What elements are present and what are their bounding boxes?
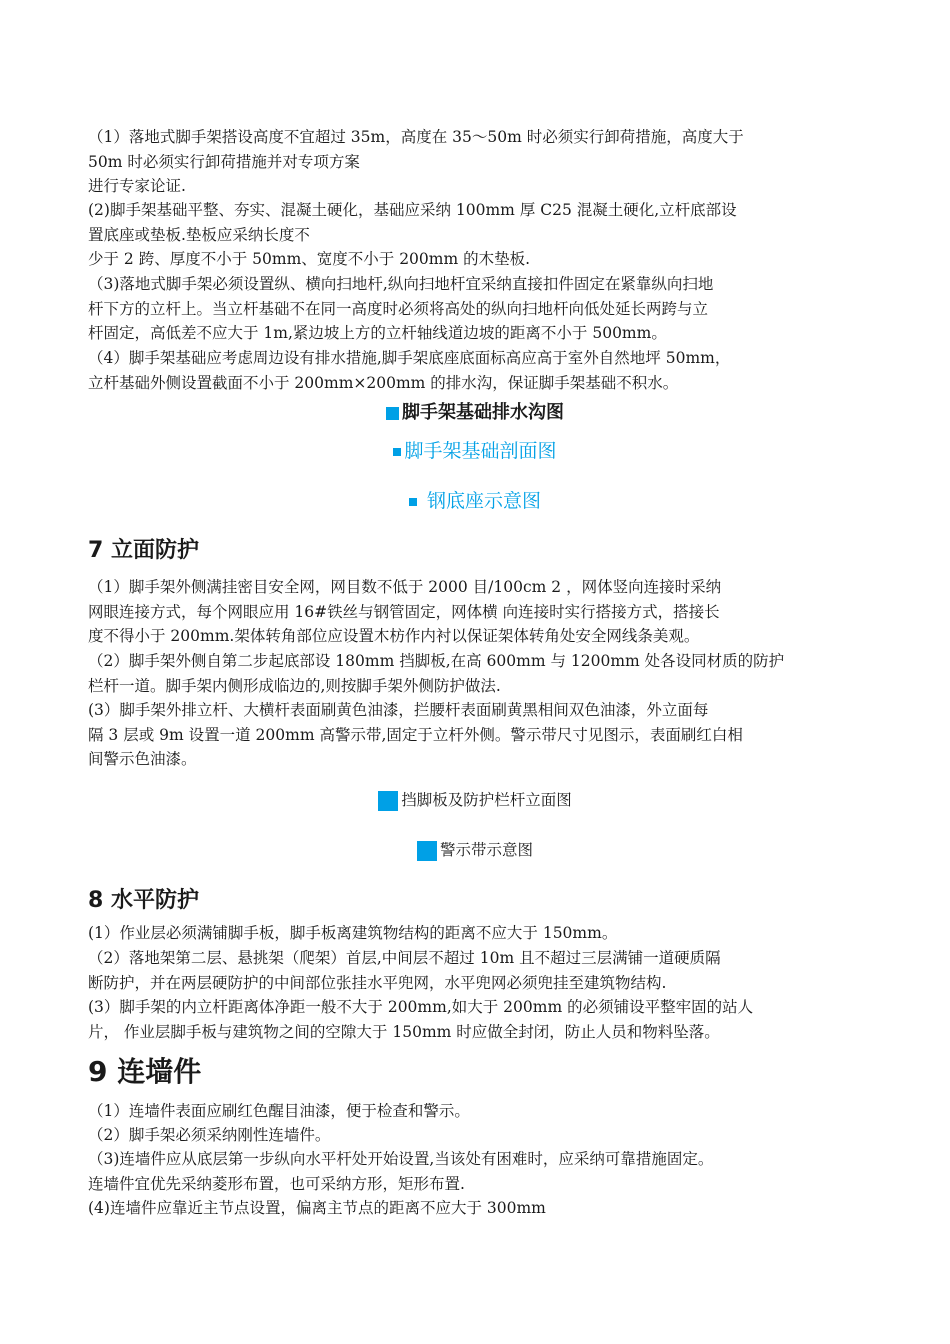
text-line: (4)连墙件应靠近主节点设置，偏离主节点的距离不应大于 300mm — [88, 1199, 546, 1217]
text-line: 栏杆一道。脚手架内侧形成临边的,则按脚手架外侧防护做法. — [88, 676, 501, 695]
text-line: 连墙件宜优先采纳菱形布置，也可采纳方形，矩形布置. — [88, 1174, 465, 1193]
text-line: （3)落地式脚手架必须设置纵、横向扫地杆,纵向扫地杆宜采纳直接扣件固定在紧靠纵向扫地 — [88, 275, 714, 293]
filled-square-icon — [378, 791, 398, 811]
text-line: (3）脚手架外排立杆、大横杆表面刷黄色油漆，拦腰杆表面刷黄黑相间双色油漆，外立面每 — [88, 701, 709, 719]
filled-square-icon — [417, 841, 437, 861]
paragraph-8-3 — [88, 995, 863, 1044]
text-line: (2)脚手架基础平整、夯实、混凝土硬化，基础应采纳 100mm 厚 C25 混凝土硬化,立杆底部设 — [88, 201, 737, 219]
paragraph-8-2 — [88, 946, 863, 995]
text-line: 网眼连接方式，每个网眼应用 16#铁丝与钢管固定，网体横 向连接时实行搭接方式，搭接长 — [88, 602, 720, 621]
section-heading-9: 9 连墙件 — [88, 1055, 202, 1088]
section-heading-8: 8 水平防护 — [88, 888, 199, 913]
paragraph-9-1 — [88, 1099, 863, 1124]
text-line: 间警示色油漆。 — [88, 750, 197, 768]
filled-square-icon — [409, 498, 417, 506]
text-line: 少于 2 跨、厚度不小于 50mm、宽度不小于 200mm 的木垫板. — [88, 250, 531, 268]
text-line: （1）落地式脚手架搭设高度不宜超过 35m，高度在 35～50m 时必须实行卸荷措施，高度大于 — [88, 128, 744, 146]
caption-text: 脚手架基础剖面图 — [404, 440, 557, 462]
paragraph-8-1 — [88, 921, 863, 946]
text-line: （2）落地架第二层、悬挑架（爬架）首层,中间层不超过 10m 且不超过三层满铺一道硬质隔 — [88, 949, 721, 967]
text-line: （1）脚手架外侧满挂密目安全网，网目数不低于 2000 目/100cm 2 ，网体竖向连接时采纳 — [88, 578, 722, 596]
paragraph-9-3 — [88, 1147, 863, 1196]
paragraph-9-2 — [88, 1123, 863, 1148]
paragraph-7-1 — [88, 575, 863, 649]
caption-text: 脚手架基础排水沟图 — [402, 402, 564, 423]
text-line: 断防护，并在两层硬防护的中间部位张挂水平兜网，水平兜网必须兜挂至建筑物结构. — [88, 973, 667, 992]
text-line: （3)连墙件应从底层第一步纵向水平杆处开始设置,当该处有困难时，应采纳可靠措施固定。 — [88, 1150, 714, 1168]
caption-warning-band — [0, 838, 950, 861]
text-line: 杆下方的立杆上。当立杆基础不在同一高度时必须将高处的纵向扫地杆向低处延长两跨与立 — [88, 299, 709, 318]
text-line: 置底座或垫板.垫板应采纳长度不 — [88, 225, 310, 244]
caption-text: 钢底座示意图 — [426, 490, 541, 512]
text-line: （2）脚手架必须采纳刚性连墙件。 — [88, 1126, 331, 1144]
text-line: 立杆基础外侧设置截面不小于 200mm×200mm 的排水沟，保证脚手架基础不积水。 — [88, 373, 679, 392]
text-line: 片， 作业层脚手板与建筑物之间的空隙大于 150mm 时应做全封闭，防止人员和物料坠落。 — [88, 1022, 720, 1041]
paragraph-6-1 — [88, 125, 863, 199]
paragraph-7-2 — [88, 649, 863, 698]
text-line: 度不得小于 200mm.架体转角部位应设置木枋作内衬以保证架体转角处安全网线条美观。 — [88, 627, 700, 645]
filled-square-icon — [386, 407, 399, 420]
caption-text: 挡脚板及防护栏杆立面图 — [401, 791, 572, 809]
caption-steel-base — [0, 486, 950, 513]
paragraph-6-4 — [88, 346, 863, 395]
text-line: (1）作业层必须满铺脚手板，脚手板离建筑物结构的距离不应大于 150mm。 — [88, 924, 618, 942]
paragraph-9-4 — [88, 1196, 863, 1221]
text-line: （2）脚手架外侧自第二步起底部设 180mm 挡脚板,在高 600mm 与 1200mm 处各设同材质的防护 — [88, 652, 785, 670]
paragraph-6-3 — [88, 272, 863, 346]
text-line: (3）脚手架的内立杆距离体净距一般不大于 200mm,如大于 200mm 的必须铺设平整牢固的站人 — [88, 998, 754, 1016]
caption-text: 警示带示意图 — [439, 841, 533, 859]
section-heading-7: 7 立面防护 — [88, 538, 199, 563]
text-line: 进行专家论证. — [88, 177, 186, 195]
caption-foundation-section — [0, 436, 950, 463]
caption-toeboard — [0, 788, 950, 811]
text-line: 50m 时必须实行卸荷措施并对专项方案 — [88, 152, 360, 171]
paragraph-7-3 — [88, 698, 863, 772]
text-line: （1）连墙件表面应刷红色醒目油漆，便于检查和警示。 — [88, 1102, 470, 1120]
text-line: 隔 3 层或 9m 设置一道 200mm 高警示带,固定于立杆外侧。警示带尺寸见图示，表面刷红白相 — [88, 725, 743, 744]
text-line: （4）脚手架基础应考虑周边设有排水措施,脚手架底座底面标高应高于室外自然地坪 50mm， — [88, 349, 731, 367]
caption-drainage — [0, 398, 950, 424]
filled-square-icon — [393, 448, 401, 456]
paragraph-6-2 — [88, 198, 863, 272]
text-line: 杆固定，高低差不应大于 1m,紧边坡上方的立杆轴线道边坡的距离不小于 500mm。 — [88, 324, 667, 342]
